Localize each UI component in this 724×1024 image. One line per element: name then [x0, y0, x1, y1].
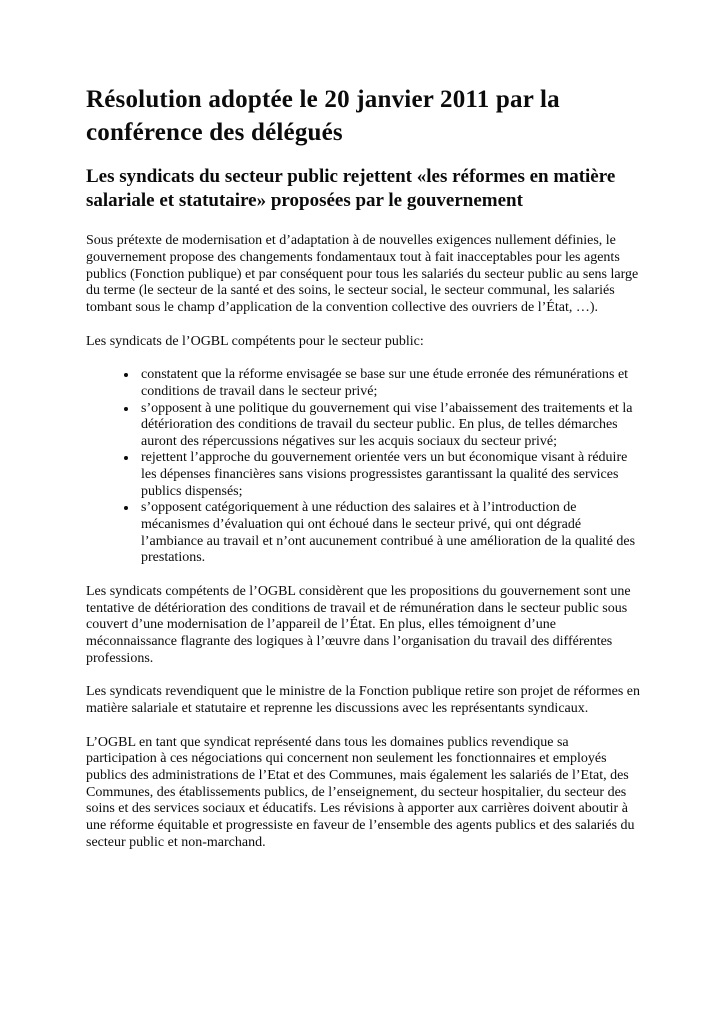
list-item: • s’opposent à une politique du gouvernement qui vise l’abaissement des traitements et la détérioration des conditions de travail du secteur public. En plus, de telles démarches auront des répercussions négatives sur les acquis sociaux du secteur privé; — [138, 401, 642, 451]
list-intro-paragraph: Les syndicats de l’OGBL compétents pour le secteur public: — [86, 333, 424, 349]
paragraph-revendiquent: Les syndicats revendiquent que le ministre de la Fonction publique retire son projet de réformes en matière salariale et statutaire et reprenne les discussions avec les représentants syndicaux. — [86, 684, 641, 716]
paragraph-ogbl: L’OGBL en tant que syndicat représenté dans tous les domaines publics revendique sa participation à ces négociations qui concernent non seulement les fonctionnaires et employés publics des administrations de l’Etat et des Communes, mais également les salariés de l’Etat, des Communes, des établissements publics, de l’enseignement, du secteur hospitalier, du secteur des soins et des services sociaux et éducatifs. Les révisions à apporter aux carrières doivent aboutir à une réforme équitable et progressiste en faveur de l’ensemble des agents publics et des salariés du secteur public et non-marchand. — [86, 734, 635, 850]
document-subtitle: Les syndicats du secteur public rejettent «les réformes en matière salariale et statutaire» proposées par le gouvernement — [86, 166, 616, 212]
document-title: Résolution adoptée le 20 janvier 2011 par la conférence des délégués — [86, 86, 560, 146]
list-item: • constatent que la réforme envisagée se base sur une étude erronée des rémunérations et conditions de travail dans le secteur privé; — [138, 367, 642, 400]
positions-list — [86, 367, 642, 567]
paragraph-considerent: Les syndicats compétents de l’OGBL considèrent que les propositions du gouvernement sont une tentative de détérioration des conditions de travail et de rémunération dans le secteur public sous couvert d’une modernisation de l’appareil de l’État. En plus, elles témoignent d’une méconnaissance flagrante des logiques à l’œuvre dans l’organisation du travail des différentes professions. — [86, 584, 631, 666]
intro-paragraph: Sous prétexte de modernisation et d’adaptation à de nouvelles exigences nullement définies, le gouvernement propose des changements fondamentaux tout à fait inacceptables pour les agents publics (Fonction publique) et par conséquent pour tous les salariés du secteur public au sens large du terme (le secteur de la santé et des soins, le secteur social, le secteur communal, les salariés tombant sous le champ d’application de la convention collective des ouvriers de l’État, …). — [86, 233, 639, 315]
list-item: • rejettent l’approche du gouvernement orientée vers un but économique visant à réduire les dépenses financières sans visions progressistes garantissant la qualité des services publics dispensés; — [138, 450, 642, 500]
list-item: • s’opposent catégoriquement à une réduction des salaires et à l’introduction de mécanismes d’évaluation qui ont échoué dans le secteur privé, qui ont dégradé l’ambiance au travail et n’ont aucunement contribué à une amélioration de la qualité des prestations. — [138, 500, 642, 567]
